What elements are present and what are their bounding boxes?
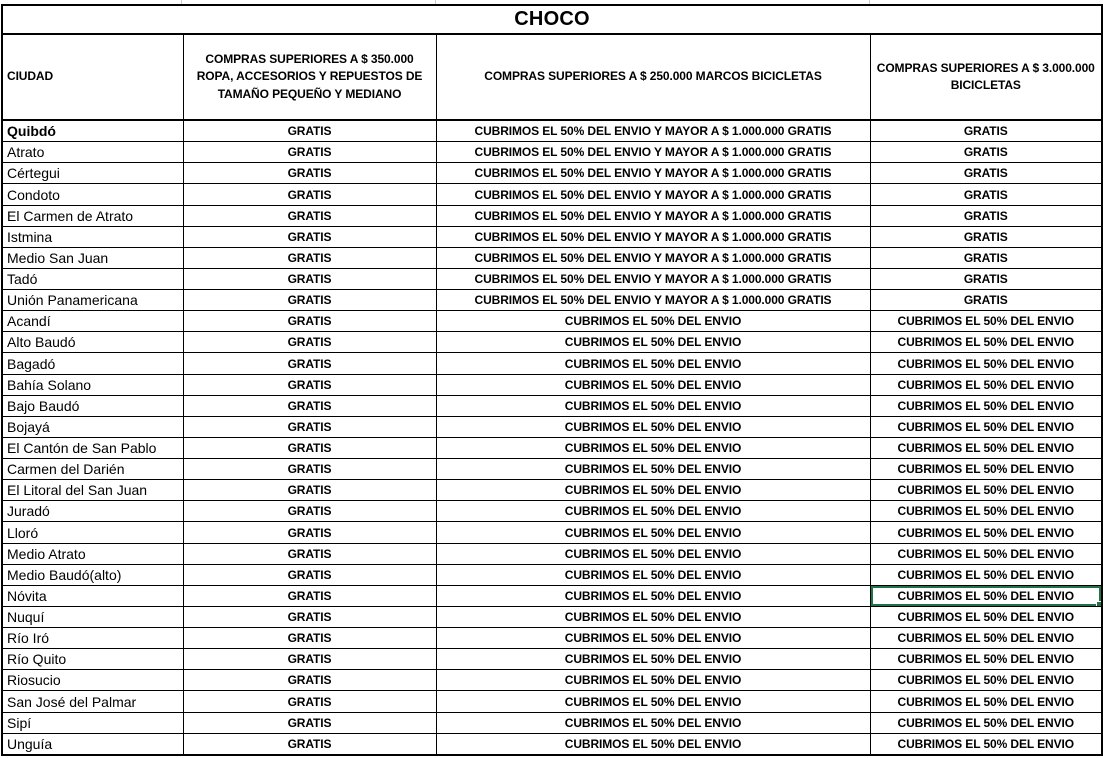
value-cell[interactable]: GRATIS	[183, 247, 436, 268]
value-cell[interactable]: CUBRIMOS EL 50% DEL ENVIO	[436, 628, 870, 649]
value-cell[interactable]: GRATIS	[870, 184, 1102, 205]
city-cell[interactable]: Sipí	[2, 712, 183, 733]
value-cell[interactable]: GRATIS	[183, 184, 436, 205]
value-cell[interactable]: CUBRIMOS EL 50% DEL ENVIO	[436, 733, 870, 755]
city-cell[interactable]: Carmen del Darién	[2, 459, 183, 480]
value-cell[interactable]: GRATIS	[183, 311, 436, 332]
table-row	[2, 649, 1102, 670]
city-cell[interactable]: Riosucio	[2, 670, 183, 691]
city-cell[interactable]: Cértegui	[2, 163, 183, 184]
city-cell[interactable]: Condoto	[2, 184, 183, 205]
value-cell[interactable]: CUBRIMOS EL 50% DEL ENVIO	[870, 501, 1102, 522]
value-cell[interactable]: GRATIS	[183, 606, 436, 627]
value-cell[interactable]: GRATIS	[183, 374, 436, 395]
table-row	[2, 543, 1102, 564]
value-cell[interactable]: CUBRIMOS EL 50% DEL ENVIO	[870, 585, 1102, 606]
value-cell[interactable]: GRATIS	[870, 226, 1102, 247]
value-cell[interactable]: GRATIS	[183, 564, 436, 585]
city-cell[interactable]: Istmina	[2, 226, 183, 247]
table-row	[2, 564, 1102, 585]
city-cell[interactable]: Atrato	[2, 142, 183, 163]
value-cell[interactable]: GRATIS	[183, 395, 436, 416]
column-header-ciudad[interactable]: CIUDAD	[2, 34, 183, 120]
table-row	[2, 247, 1102, 268]
value-cell[interactable]: GRATIS	[183, 543, 436, 564]
value-cell[interactable]: GRATIS	[183, 649, 436, 670]
value-cell[interactable]: CUBRIMOS EL 50% DEL ENVIO	[870, 649, 1102, 670]
city-cell[interactable]: Bahía Solano	[2, 374, 183, 395]
city-cell[interactable]: Juradó	[2, 501, 183, 522]
table-row	[2, 585, 1102, 606]
value-cell[interactable]: CUBRIMOS EL 50% DEL ENVIO	[870, 564, 1102, 585]
table-title[interactable]: CHOCO	[2, 5, 1102, 34]
value-cell[interactable]: CUBRIMOS EL 50% DEL ENVIO	[436, 374, 870, 395]
value-cell[interactable]: CUBRIMOS EL 50% DEL ENVIO	[870, 606, 1102, 627]
city-cell[interactable]: El Litoral del San Juan	[2, 480, 183, 501]
value-cell[interactable]: GRATIS	[183, 585, 436, 606]
value-cell[interactable]: GRATIS	[183, 628, 436, 649]
city-cell[interactable]: Río Quito	[2, 649, 183, 670]
value-cell[interactable]: GRATIS	[183, 522, 436, 543]
value-cell[interactable]: CUBRIMOS EL 50% DEL ENVIO Y MAYOR A $ 1.000.000 GRATIS	[436, 142, 870, 163]
value-cell[interactable]: GRATIS	[870, 247, 1102, 268]
city-cell[interactable]: Nóvita	[2, 585, 183, 606]
value-cell[interactable]: GRATIS	[183, 205, 436, 226]
value-cell[interactable]: CUBRIMOS EL 50% DEL ENVIO Y MAYOR A $ 1.000.000 GRATIS	[436, 247, 870, 268]
city-cell[interactable]: Lloró	[2, 522, 183, 543]
value-cell[interactable]: CUBRIMOS EL 50% DEL ENVIO Y MAYOR A $ 1.000.000 GRATIS	[436, 184, 870, 205]
value-cell[interactable]: CUBRIMOS EL 50% DEL ENVIO	[870, 416, 1102, 437]
city-cell[interactable]: Acandí	[2, 311, 183, 332]
table-row	[2, 416, 1102, 437]
value-cell[interactable]: CUBRIMOS EL 50% DEL ENVIO	[870, 691, 1102, 712]
table-row	[2, 205, 1102, 226]
value-cell[interactable]: GRATIS	[183, 163, 436, 184]
value-cell[interactable]: CUBRIMOS EL 50% DEL ENVIO	[436, 437, 870, 458]
city-cell[interactable]: El Carmen de Atrato	[2, 205, 183, 226]
table-row	[2, 374, 1102, 395]
table-row	[2, 670, 1102, 691]
shipping-rates-table	[1, 4, 1103, 756]
value-cell[interactable]: CUBRIMOS EL 50% DEL ENVIO	[436, 311, 870, 332]
value-cell[interactable]: GRATIS	[870, 120, 1102, 142]
value-cell[interactable]: GRATIS	[183, 332, 436, 353]
table-row	[2, 606, 1102, 627]
table-row	[2, 712, 1102, 733]
value-cell[interactable]: GRATIS	[183, 142, 436, 163]
value-cell[interactable]: CUBRIMOS EL 50% DEL ENVIO Y MAYOR A $ 1.000.000 GRATIS	[436, 290, 870, 311]
table-row	[2, 437, 1102, 458]
value-cell[interactable]: CUBRIMOS EL 50% DEL ENVIO	[436, 691, 870, 712]
table-row	[2, 290, 1102, 311]
value-cell[interactable]: CUBRIMOS EL 50% DEL ENVIO	[870, 374, 1102, 395]
table-row	[2, 628, 1102, 649]
value-cell[interactable]: GRATIS	[870, 290, 1102, 311]
table-row	[2, 120, 1102, 142]
table-row	[2, 184, 1102, 205]
city-cell[interactable]: San José del Palmar	[2, 691, 183, 712]
table-row	[2, 268, 1102, 289]
value-cell[interactable]: GRATIS	[183, 733, 436, 755]
table-row	[2, 459, 1102, 480]
value-cell[interactable]: CUBRIMOS EL 50% DEL ENVIO	[436, 480, 870, 501]
value-cell[interactable]: CUBRIMOS EL 50% DEL ENVIO	[436, 670, 870, 691]
value-cell[interactable]: GRATIS	[183, 501, 436, 522]
city-cell[interactable]: Nuquí	[2, 606, 183, 627]
value-cell[interactable]: CUBRIMOS EL 50% DEL ENVIO	[436, 712, 870, 733]
city-cell[interactable]: Alto Baudó	[2, 332, 183, 353]
city-cell[interactable]: Unión Panamericana	[2, 290, 183, 311]
table-row	[2, 163, 1102, 184]
city-cell[interactable]: Tadó	[2, 268, 183, 289]
table-body	[2, 120, 1102, 755]
value-cell[interactable]: GRATIS	[870, 268, 1102, 289]
city-cell[interactable]: Bagadó	[2, 353, 183, 374]
value-cell[interactable]: CUBRIMOS EL 50% DEL ENVIO	[870, 459, 1102, 480]
value-cell[interactable]: CUBRIMOS EL 50% DEL ENVIO	[436, 606, 870, 627]
table-header-row	[2, 34, 1102, 120]
value-cell[interactable]: GRATIS	[183, 416, 436, 437]
value-cell[interactable]: GRATIS	[870, 163, 1102, 184]
table-row	[2, 353, 1102, 374]
city-cell[interactable]: Medio Baudó(alto)	[2, 564, 183, 585]
value-cell[interactable]: CUBRIMOS EL 50% DEL ENVIO Y MAYOR A $ 1.000.000 GRATIS	[436, 205, 870, 226]
table-row	[2, 501, 1102, 522]
column-header-marcos-bicicletas[interactable]: COMPRAS SUPERIORES A $ 250.000 MARCOS BICICLETAS	[436, 34, 870, 120]
value-cell[interactable]: CUBRIMOS EL 50% DEL ENVIO	[436, 585, 870, 606]
value-cell[interactable]: CUBRIMOS EL 50% DEL ENVIO	[870, 395, 1102, 416]
value-cell[interactable]: CUBRIMOS EL 50% DEL ENVIO	[870, 480, 1102, 501]
value-cell[interactable]: GRATIS	[870, 205, 1102, 226]
value-cell[interactable]: CUBRIMOS EL 50% DEL ENVIO Y MAYOR A $ 1.000.000 GRATIS	[436, 163, 870, 184]
value-cell[interactable]: GRATIS	[183, 691, 436, 712]
value-cell[interactable]: CUBRIMOS EL 50% DEL ENVIO	[870, 353, 1102, 374]
city-cell[interactable]: Medio San Juan	[2, 247, 183, 268]
value-cell[interactable]: GRATIS	[183, 120, 436, 142]
value-cell[interactable]: GRATIS	[183, 353, 436, 374]
table-row	[2, 311, 1102, 332]
column-header-ropa-accesorios[interactable]: COMPRAS SUPERIORES A $ 350.000 ROPA, ACCESORIOS Y REPUESTOS DE TAMAÑO PEQUEÑO Y MEDIANO	[183, 34, 436, 120]
table-row	[2, 733, 1102, 755]
value-cell[interactable]: CUBRIMOS EL 50% DEL ENVIO	[436, 459, 870, 480]
value-cell[interactable]: CUBRIMOS EL 50% DEL ENVIO Y MAYOR A $ 1.000.000 GRATIS	[436, 268, 870, 289]
value-cell[interactable]: CUBRIMOS EL 50% DEL ENVIO	[436, 416, 870, 437]
value-cell[interactable]: GRATIS	[183, 226, 436, 247]
table-row	[2, 142, 1102, 163]
value-cell[interactable]: CUBRIMOS EL 50% DEL ENVIO	[436, 564, 870, 585]
value-cell[interactable]: CUBRIMOS EL 50% DEL ENVIO	[436, 332, 870, 353]
value-cell[interactable]: CUBRIMOS EL 50% DEL ENVIO	[436, 649, 870, 670]
city-cell[interactable]: Río Iró	[2, 628, 183, 649]
value-cell[interactable]: CUBRIMOS EL 50% DEL ENVIO	[870, 628, 1102, 649]
value-cell[interactable]: CUBRIMOS EL 50% DEL ENVIO	[436, 353, 870, 374]
city-cell[interactable]: Bajo Baudó	[2, 395, 183, 416]
city-cell[interactable]: Medio Atrato	[2, 543, 183, 564]
value-cell[interactable]: CUBRIMOS EL 50% DEL ENVIO	[870, 733, 1102, 755]
table-row	[2, 480, 1102, 501]
value-cell[interactable]: CUBRIMOS EL 50% DEL ENVIO	[870, 437, 1102, 458]
table-row	[2, 226, 1102, 247]
value-cell[interactable]: CUBRIMOS EL 50% DEL ENVIO	[870, 543, 1102, 564]
table-row	[2, 522, 1102, 543]
value-cell[interactable]: CUBRIMOS EL 50% DEL ENVIO	[436, 543, 870, 564]
column-header-bicicletas[interactable]: COMPRAS SUPERIORES A $ 3.000.000 BICICLETAS	[870, 34, 1102, 120]
value-cell[interactable]: GRATIS	[183, 712, 436, 733]
value-cell[interactable]: GRATIS	[183, 290, 436, 311]
value-cell[interactable]: CUBRIMOS EL 50% DEL ENVIO Y MAYOR A $ 1.000.000 GRATIS	[436, 226, 870, 247]
value-cell[interactable]: GRATIS	[183, 437, 436, 458]
value-cell[interactable]: GRATIS	[870, 142, 1102, 163]
value-cell[interactable]: CUBRIMOS EL 50% DEL ENVIO	[870, 522, 1102, 543]
city-cell[interactable]: El Cantón de San Pablo	[2, 437, 183, 458]
value-cell[interactable]: CUBRIMOS EL 50% DEL ENVIO	[870, 332, 1102, 353]
value-cell[interactable]: CUBRIMOS EL 50% DEL ENVIO	[436, 395, 870, 416]
city-cell[interactable]: Quibdó	[2, 120, 183, 142]
value-cell[interactable]: CUBRIMOS EL 50% DEL ENVIO	[870, 712, 1102, 733]
selection-fill-handle[interactable]	[1096, 601, 1102, 607]
table-row	[2, 691, 1102, 712]
table-title-row	[2, 5, 1102, 34]
value-cell[interactable]: CUBRIMOS EL 50% DEL ENVIO Y MAYOR A $ 1.000.000 GRATIS	[436, 120, 870, 142]
city-cell[interactable]: Bojayá	[2, 416, 183, 437]
value-cell[interactable]: GRATIS	[183, 670, 436, 691]
value-cell[interactable]: CUBRIMOS EL 50% DEL ENVIO	[870, 670, 1102, 691]
value-cell[interactable]: GRATIS	[183, 459, 436, 480]
value-cell[interactable]: CUBRIMOS EL 50% DEL ENVIO	[436, 501, 870, 522]
table-row	[2, 332, 1102, 353]
value-cell[interactable]: GRATIS	[183, 268, 436, 289]
city-cell[interactable]: Unguía	[2, 733, 183, 755]
table-row	[2, 395, 1102, 416]
value-cell[interactable]: CUBRIMOS EL 50% DEL ENVIO	[436, 522, 870, 543]
value-cell[interactable]: GRATIS	[183, 480, 436, 501]
value-cell[interactable]: CUBRIMOS EL 50% DEL ENVIO	[870, 311, 1102, 332]
